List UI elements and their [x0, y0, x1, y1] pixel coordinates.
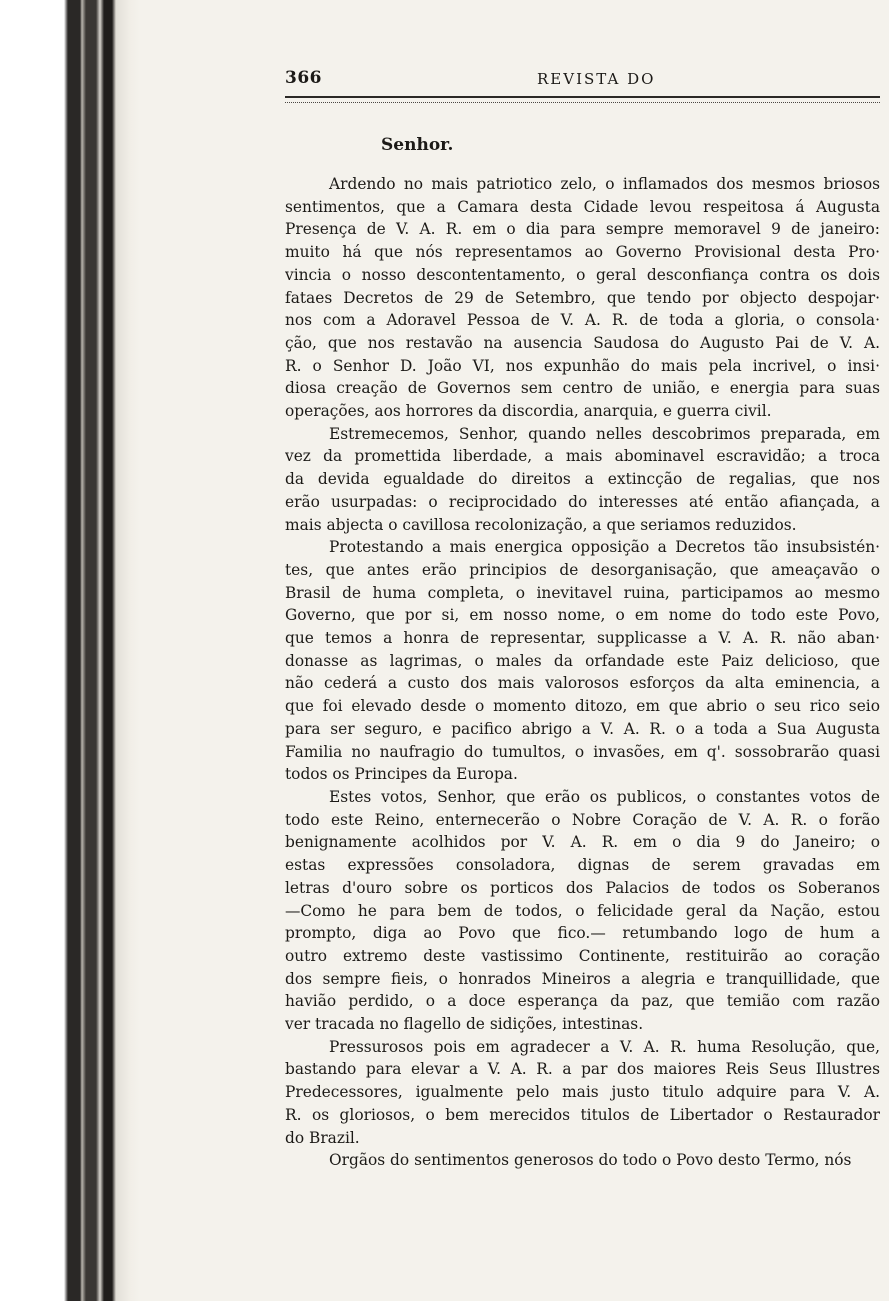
text-line: que foi elevado desde o momento ditozo, em que abrio o seu rico seio — [285, 697, 880, 716]
text-line: operações, aos horrores da discordia, anarquia, e guerra civil. — [285, 402, 772, 421]
text-line: todo este Reino, enternecerão o Nobre Coração de V. A. R. o forão — [285, 810, 880, 829]
text-line: Predecessores, igualmente pelo mais justo titulo adquire para V. A. — [285, 1083, 880, 1102]
book-binding-edge — [0, 0, 140, 1301]
text-line: Familia no naufragio do tumultos, o invasões, em q'. sossobrarão quasi — [285, 742, 880, 761]
paragraph — [285, 536, 880, 786]
text-line: benignamente acolhidos por V. A. R. em o dia 9 do Janeiro; o — [285, 833, 880, 852]
text-line: não cederá a custo dos mais valorosos esforços da alta eminencia, a — [285, 674, 880, 693]
text-line: outro extremo deste vastissimo Continente, restituirão ao coração — [285, 946, 880, 965]
text-line: estas expressões consoladora, dignas de serem gravadas em — [285, 856, 880, 875]
text-line: Presença de V. A. R. em o dia para sempre memoravel 9 de janeiro: — [285, 220, 880, 239]
text-line: dos sempre fieis, o honrados Mineiros a alegria e tranquillidade, que — [285, 969, 880, 988]
text-line: muito há que nós representamos ao Governo Provisional desta Pro· — [285, 243, 880, 262]
text-line: —Como he para bem de todos, o felicidade geral da Nação, estou — [285, 901, 880, 920]
text-line: tes, que antes erão principios de desorganisação, que ameaçavão o — [285, 560, 880, 579]
text-line: mais abjecta o cavillosa recolonização, a que seriamos reduzidos. — [285, 515, 797, 534]
text-line: R. os gloriosos, o bem merecidos titulos de Libertador o Restaurador — [285, 1105, 880, 1124]
text-line: do Brazil. — [285, 1128, 360, 1147]
text-line: todos os Principes da Europa. — [285, 765, 518, 784]
text-line: R. o Senhor D. João VI, nos expunhão do mais pela incrivel, o insi· — [285, 356, 880, 375]
text-line: Estremecemos, Senhor, quando nelles descobrimos preparada, em — [329, 424, 880, 443]
paragraph — [285, 173, 880, 423]
text-line: bastando para elevar a V. A. R. a par dos maiores Reis Seus Illustres — [285, 1060, 880, 1079]
text-line: ver tracada no flagello de sidições, intestinas. — [285, 1015, 644, 1034]
text-line: Pressurosos pois em agradecer a V. A. R. huma Resolução, que, — [329, 1037, 880, 1056]
text-line: para ser seguro, e pacifico abrigo a V. A. R. o a toda a Sua Augusta — [285, 719, 880, 738]
text-line: diosa creação de Governos sem centro de união, e energia para suas — [285, 379, 880, 398]
text-line: letras d'ouro sobre os porticos dos Palacios de todos os Soberanos — [285, 878, 880, 897]
text-line: ção, que nos restavão na ausencia Saudosa do Augusto Pai de V. A. — [285, 333, 880, 352]
text-line: nos com a Adoravel Pessoa de V. A. R. de toda a gloria, o consola· — [285, 311, 880, 330]
running-title: REVISTA DO — [537, 70, 656, 88]
text-line: erão usurpadas: o reciprocidado do interesses até então afiançada, a — [285, 492, 880, 511]
text-line: Brasil de huma completa, o inevitavel ruina, participamos ao mesmo — [285, 583, 880, 602]
text-line: Protestando a mais energica opposição a Decretos tão insubsistén· — [329, 538, 880, 557]
text-line: Ardendo no mais patriotico zelo, o inflamados dos mesmos briosos — [329, 175, 880, 193]
paragraph — [285, 786, 880, 1036]
text-line: sentimentos, que a Camara desta Cidade levou respeitosa á Augusta — [285, 197, 880, 216]
page-number: 366 — [285, 68, 322, 88]
text-line: fataes Decretos de 29 de Setembro, que tendo por objecto despojar· — [285, 288, 880, 307]
text-line: vez da promettida liberdade, a mais abominavel escravidão; a troca — [285, 447, 880, 466]
header-rule — [285, 96, 880, 103]
text-line: donasse as lagrimas, o males da orfandade este Paiz delicioso, que — [285, 651, 880, 670]
salutation: Senhor. — [381, 135, 454, 155]
text-line: Estes votos, Senhor, que erão os publicos, o constantes votos de — [329, 787, 880, 806]
text-line: Governo, que por si, em nosso nome, o em nome do todo este Povo, — [285, 606, 880, 625]
text-line: vincia o nosso descontentamento, o geral desconfiança contra os dois — [285, 265, 880, 284]
paragraph — [285, 1036, 880, 1150]
body-text — [285, 173, 880, 1172]
text-line: havião perdido, o a doce esperança da paz, que temião com razão — [285, 992, 880, 1011]
paragraph — [285, 1149, 880, 1172]
text-line: da devida egualdade do direitos a extincção de regalias, que nos — [285, 470, 880, 489]
paragraph — [285, 423, 880, 537]
text-line: Orgãos do sentimentos generosos do todo o Povo desto Termo, nós — [329, 1151, 852, 1170]
text-line: que temos a honra de representar, supplicasse a V. A. R. não aban· — [285, 629, 880, 648]
text-line: prompto, diga ao Povo que fico.— retumbando logo de hum a — [285, 924, 880, 943]
page-header — [285, 60, 880, 90]
book-page — [285, 60, 880, 1172]
